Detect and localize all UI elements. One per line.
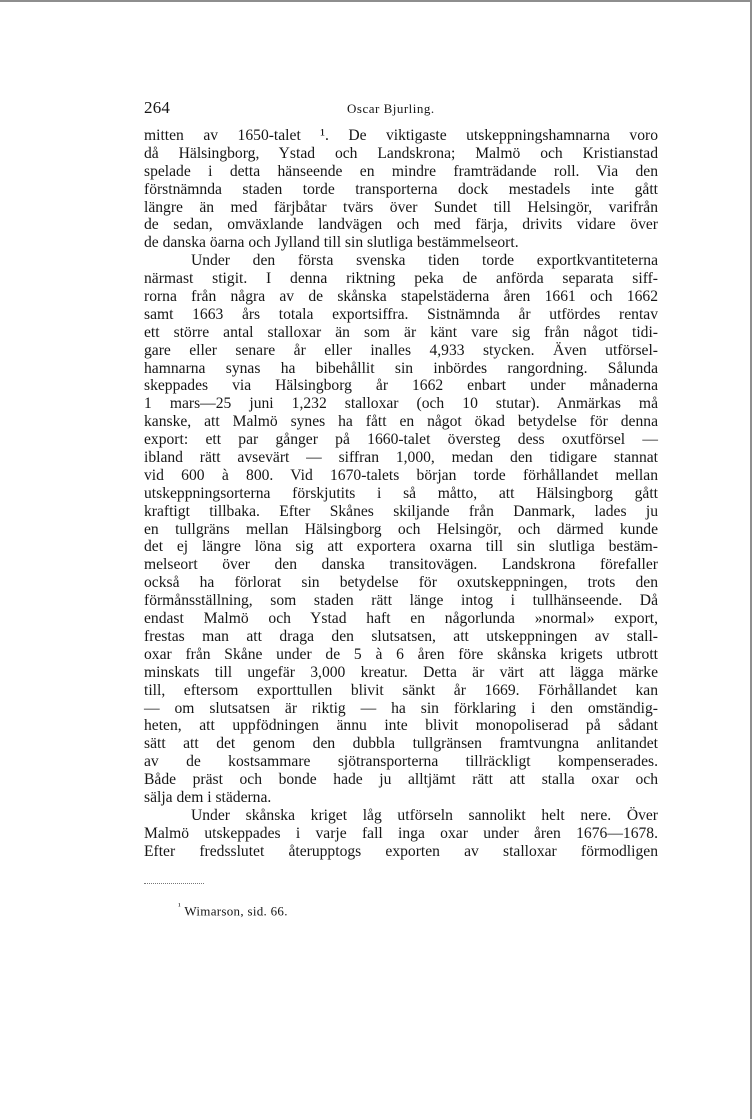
text-line: kraftigt tillbaka. Efter Skånes skiljande från Danmark, lades ju [144,502,658,520]
text-line: också ha förlorat sin betydelse för oxutskeppningen, trots den [144,574,658,592]
body-text [144,127,658,861]
page-edge-top [0,0,752,2]
text-line: längre än med färjbåtar tvärs över Sundet till Helsingör, varifrån [144,198,658,216]
text-line: vid 600 à 800. Vid 1670-talets början torde förhållandet mellan [144,466,658,484]
text-line: endast Malmö och Ystad haft en någorlunda »normal» export, [144,610,658,628]
text-line: sätt att det genom den dubbla tullgränsen framtvungna anlitandet [144,735,658,753]
footnote-marker: ¹ [178,901,181,911]
text-line: minskats till ungefär 3,000 kreatur. Detta är värt att lägga märke [144,663,658,681]
text-line: frestas man att draga den slutsatsen, att utskeppningen av stall- [144,627,658,645]
running-head: Oscar Bjurling. [347,101,435,116]
footnote-text: Wimarson, sid. 66. [184,903,288,919]
text-line: Efter fredsslutet återupptogs exporten av stalloxar förmodligen [144,842,658,860]
page-number: 264 [144,98,171,117]
text-line: förstnämnda staden torde transporterna dock mestadels inte gått [144,180,658,198]
text-line: av de kostsammare sjötransporterna tillräckligt kompenserades. [144,753,658,771]
text-line: mitten av 1650-talet ¹. De viktigaste utskeppningshamnarna voro [144,127,658,144]
text-line: de sedan, omväxlande landvägen och med färja, drivits vidare över [144,216,658,234]
text-line: då Hälsingborg, Ystad och Landskrona; Malmö och Kristianstad [144,144,658,162]
text-line: heten, att uppfödningen ännu inte blivit monopoliserad på sådant [144,717,658,735]
text-line: 1 mars—25 juni 1,232 stalloxar (och 10 stutar). Anmärkas må [144,395,658,413]
text-line: ett större antal stalloxar än som är känt vare sig från något tidi- [144,323,658,341]
text-line: hamnarna synas ha bibehållit sin inbördes rangordning. Sålunda [144,359,658,377]
text-line: det ej längre löna sig att exportera oxarna till sin slutliga bestäm- [144,538,658,556]
text-line: de danska öarna och Jylland till sin slutliga bestämmelseort. [144,234,519,252]
text-line: ibland rätt avsevärt — siffran 1,000, medan den tidigare stannat [144,449,658,467]
text-line: till, eftersom exporttullen blivit sänkt år 1669. Förhållandet kan [144,681,658,699]
text-line: Under den första svenska tiden torde exportkvantiteterna [191,252,658,270]
text-line: skeppades via Hälsingborg år 1662 enbart under månaderna [144,377,658,395]
text-line: kanske, att Malmö synes ha fått en något ökad betydelse för denna [144,413,658,431]
text-line: — om slutsatsen är riktig — ha sin förklaring i den omständig- [144,699,658,717]
text-line: oxar från Skåne under de 5 à 6 åren före skånska krigets utbrott [144,645,658,663]
text-line: gare eller senare år eller inalles 4,933 stycken. Även utförsel- [144,341,658,359]
text-line: förmånsställning, som staden rätt länge intog i tullhänseende. Då [144,592,658,610]
text-line: samt 1663 års totala exportsiffra. Sistnämnda år utfördes rentav [144,305,658,323]
text-line: Både präst och bonde hade ju alltjämt rätt att stalla oxar och [144,771,658,789]
text-line: export: ett par gånger på 1660-talet översteg dess oxutförsel — [144,431,658,449]
footnote [178,902,288,919]
text-line: rorna från några av de skånska stapelstäderna åren 1661 och 1662 [144,288,658,306]
text-line: spelade i detta hänseende en mindre framträdande roll. Via den [144,162,658,180]
text-line: melseort över den danska transitovägen. Landskrona förefaller [144,556,658,574]
footnote-rule [144,883,204,884]
text-line: utskeppningsorterna förskjutits i så måtto, att Hälsingborg gått [144,484,658,502]
text-line: Malmö utskeppades i varje fall inga oxar under åren 1676—1678. [144,824,658,842]
text-line: Under skånska kriget låg utförseln sannolikt helt nere. Över [191,806,658,824]
text-line: en tullgräns mellan Hälsingborg och Helsingör, och därmed kunde [144,520,658,538]
text-line: närmast stigit. I denna riktning peka de anförda separata siff- [144,270,658,288]
page-header [144,98,658,122]
text-line: sälja dem i städerna. [144,788,272,806]
